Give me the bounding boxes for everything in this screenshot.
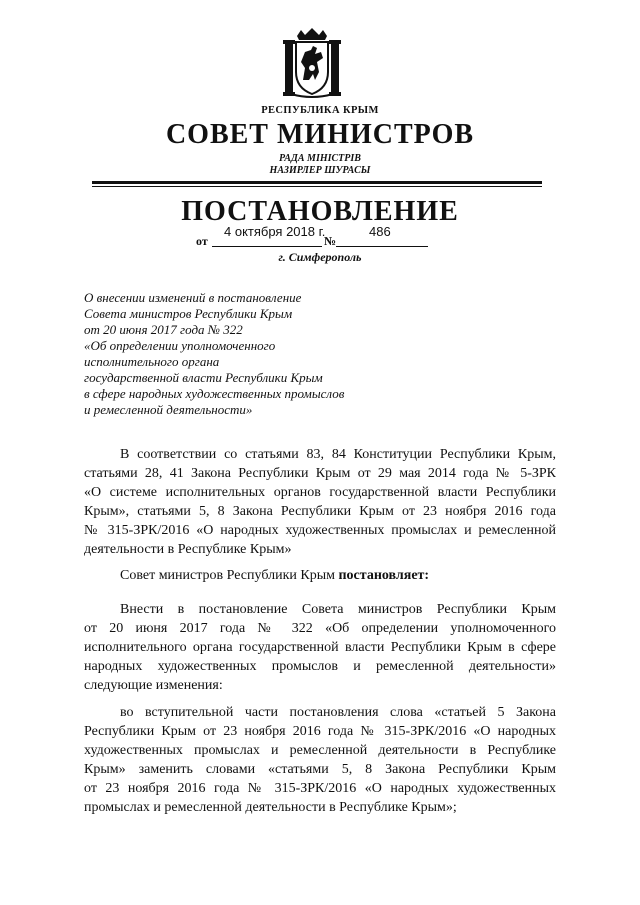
council-heading-ukrainian: РАДА МІНІСТРІВ — [279, 153, 361, 164]
paragraph-line: от 20 июня 2017 года № 322 «Об определении уполномоченного — [84, 621, 556, 636]
paragraph-line: от 23 ноября 2016 года № 315-ЗРК/2016 «О народных художественных — [84, 781, 556, 796]
council-heading-crimean-tatar: НАЗИРЛЕР ШУРАСЫ — [269, 165, 371, 176]
paragraph-line: следующие изменения: — [84, 678, 223, 693]
paragraph-line: В соответствии со статьями 83, 84 Конституции Республики Крым, — [120, 447, 556, 462]
paragraph-line: № 315-ЗРК/2016 «О народных художественных промыслах и ремесленной — [84, 523, 556, 538]
title-line: исполнительного органа — [84, 354, 220, 369]
council-heading: СОВЕТ МИНИСТРОВ — [165, 119, 475, 150]
number-prefix: № — [324, 234, 337, 248]
title-line: и ремесленной деятельности» — [84, 402, 253, 417]
date-number-row — [196, 224, 436, 248]
paragraph-line: Внести в постановление Совета министров Республики Крым — [120, 602, 556, 617]
title-line: государственной власти Республики Крым — [84, 370, 323, 385]
title-line: в сфере народных художественных промыслов — [84, 386, 345, 401]
title-line: «Об определении уполномоченного — [84, 338, 276, 353]
date-underline — [212, 246, 322, 247]
resolution-paragraph — [84, 566, 556, 585]
amendment-item-paragraph — [84, 703, 556, 817]
header-divider-thick — [92, 181, 542, 184]
header-divider-thin — [92, 186, 542, 187]
paragraph-line: Республики Крым от 23 ноября 2016 года № 315-ЗРК/2016 «О народных — [84, 724, 556, 739]
resolution-text: Совет министров Республики Крым — [120, 568, 339, 583]
paragraph-line: деятельности в Республике Крым» — [84, 542, 292, 557]
paragraph-line: Крым», статьями 5, 8 Закона Республики Крым от 23 ноября 2016 года — [84, 504, 556, 519]
resolution-keyword: постановляет: — [338, 568, 430, 583]
paragraph-line: статьями 28, 41 Закона Республики Крым от 29 мая 2014 года № 5-ЗРК — [84, 466, 556, 481]
document-title-block — [84, 290, 424, 418]
city-label: г. Симферополь — [278, 250, 362, 264]
paragraph-line: художественных промыслах и ремесленной деятельности в Республике — [84, 743, 556, 758]
coat-of-arms-emblem — [283, 28, 341, 98]
paragraph-line: исполнительного органа государственной власти Республики Крым в сфере — [84, 640, 556, 655]
paragraph-line: Крым» заменить словами «статьями 5, 8 Закона Республики Крым — [84, 762, 556, 777]
title-line: Совета министров Республики Крым — [84, 306, 293, 321]
title-line: от 20 июня 2017 года № 322 — [84, 322, 243, 337]
document-type-heading: ПОСТАНОВЛЕНИЕ — [181, 196, 459, 227]
paragraph-line: промыслах и ремесленной деятельности в Республике Крым»; — [84, 800, 457, 815]
date-prefix: от — [196, 234, 208, 248]
title-line: О внесении изменений в постановление — [84, 290, 302, 305]
number-underline — [336, 246, 428, 247]
amendment-intro-paragraph — [84, 600, 556, 695]
paragraph-line: во вступительной части постановления слова «статьей 5 Закона — [120, 705, 556, 720]
document-date: 4 октября 2018 г. — [224, 224, 326, 239]
paragraph-line: «О системе исполнительных органов государственной власти Республики — [84, 485, 556, 500]
republic-heading: РЕСПУБЛИКА КРЫМ — [261, 105, 379, 116]
preamble-paragraph — [84, 445, 556, 559]
paragraph-line: народных художественных промыслов и ремесленной деятельности» — [84, 659, 556, 674]
document-number: 486 — [369, 224, 391, 239]
